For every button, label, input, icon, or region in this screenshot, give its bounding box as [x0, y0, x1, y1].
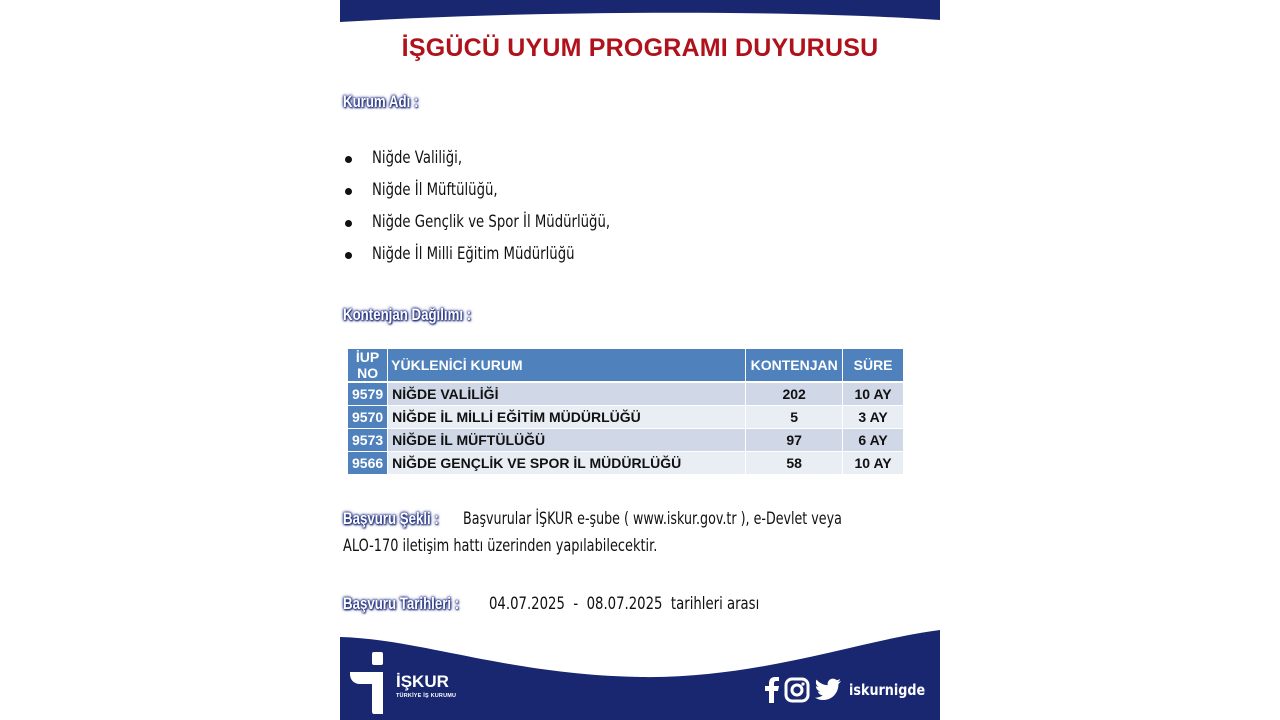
cell-quota: 202: [746, 382, 843, 405]
cell-institution: NİĞDE VALİLİĞİ: [388, 382, 746, 405]
application-method: [343, 509, 908, 569]
list-item: [340, 210, 940, 242]
application-method-text-line1: Başvurular İŞKUR e-şube ( www.iskur.gov.tr ), e-Devlet veya: [463, 509, 842, 529]
cell-no: 9573: [348, 428, 388, 451]
table-header-row: [348, 349, 904, 382]
list-item: [340, 178, 940, 210]
institution-name: Niğde Valiliği,: [372, 148, 463, 168]
logo-name: İŞKUR: [396, 672, 449, 691]
facebook-icon[interactable]: [764, 677, 780, 703]
cell-quota: 58: [746, 451, 843, 474]
application-dates-label: Başvuru Tarihleri :: [343, 594, 460, 613]
top-wave-banner: [340, 0, 940, 30]
cell-institution: NİĞDE İL MÜFTÜLÜĞÜ: [388, 428, 746, 451]
cell-quota: 97: [746, 428, 843, 451]
application-method-text-line2: ALO-170 iletişim hattı üzerinden yapılabilecektir.: [343, 536, 658, 556]
institution-list: [340, 146, 940, 274]
cell-duration: 3 AY: [843, 405, 904, 428]
quota-table: [348, 349, 904, 475]
institution-label: Kurum Adı :: [343, 92, 419, 111]
logo-subtitle: TÜRKİYE İŞ KURUMU: [396, 693, 457, 699]
cell-duration: 10 AY: [843, 382, 904, 405]
application-method-label: Başvuru Şekli :: [343, 509, 439, 528]
list-item: [340, 146, 940, 178]
bullet-icon: [345, 188, 352, 195]
bullet-icon: [345, 156, 352, 163]
cell-institution: NİĞDE İL MİLLİ EĞİTİM MÜDÜRLÜĞÜ: [388, 405, 746, 428]
application-dates-text: 04.07.2025 - 08.07.2025 tarihleri arası: [489, 594, 760, 614]
social-handle[interactable]: iskurnigde: [849, 681, 926, 699]
instagram-icon[interactable]: [784, 677, 810, 703]
cell-no: 9570: [348, 405, 388, 428]
col-header-no: İUP NO: [348, 349, 388, 382]
col-header-quota: KONTENJAN: [746, 349, 843, 382]
announcement-poster: [340, 0, 940, 720]
cell-duration: 10 AY: [843, 451, 904, 474]
cell-no: 9566: [348, 451, 388, 474]
social-links: [764, 677, 939, 703]
institution-name: Niğde İl Müftülüğü,: [372, 180, 498, 200]
table-row: [348, 382, 904, 405]
institution-name: Niğde Gençlik ve Spor İl Müdürlüğü,: [372, 212, 611, 232]
list-item: [340, 242, 940, 274]
cell-duration: 6 AY: [843, 428, 904, 451]
bullet-icon: [345, 252, 352, 259]
col-header-duration: SÜRE: [843, 349, 904, 382]
quota-label: Kontenjan Dağılımı :: [343, 305, 472, 324]
table-row: [348, 405, 904, 428]
table-row: [348, 428, 904, 451]
institution-name: Niğde İl Milli Eğitim Müdürlüğü: [372, 244, 575, 264]
cell-institution: NİĞDE GENÇLİK VE SPOR İL MÜDÜRLÜĞÜ: [388, 451, 746, 474]
cell-no: 9579: [348, 382, 388, 405]
table-row: [348, 451, 904, 474]
page-title: İŞGÜCÜ UYUM PROGRAMI DUYURUSU: [401, 34, 879, 62]
col-header-institution: YÜKLENİCİ KURUM: [388, 349, 746, 382]
iskur-logo-icon: [348, 652, 392, 716]
application-dates: [343, 594, 908, 620]
bullet-icon: [345, 220, 352, 227]
cell-quota: 5: [746, 405, 843, 428]
twitter-icon[interactable]: [814, 678, 842, 702]
